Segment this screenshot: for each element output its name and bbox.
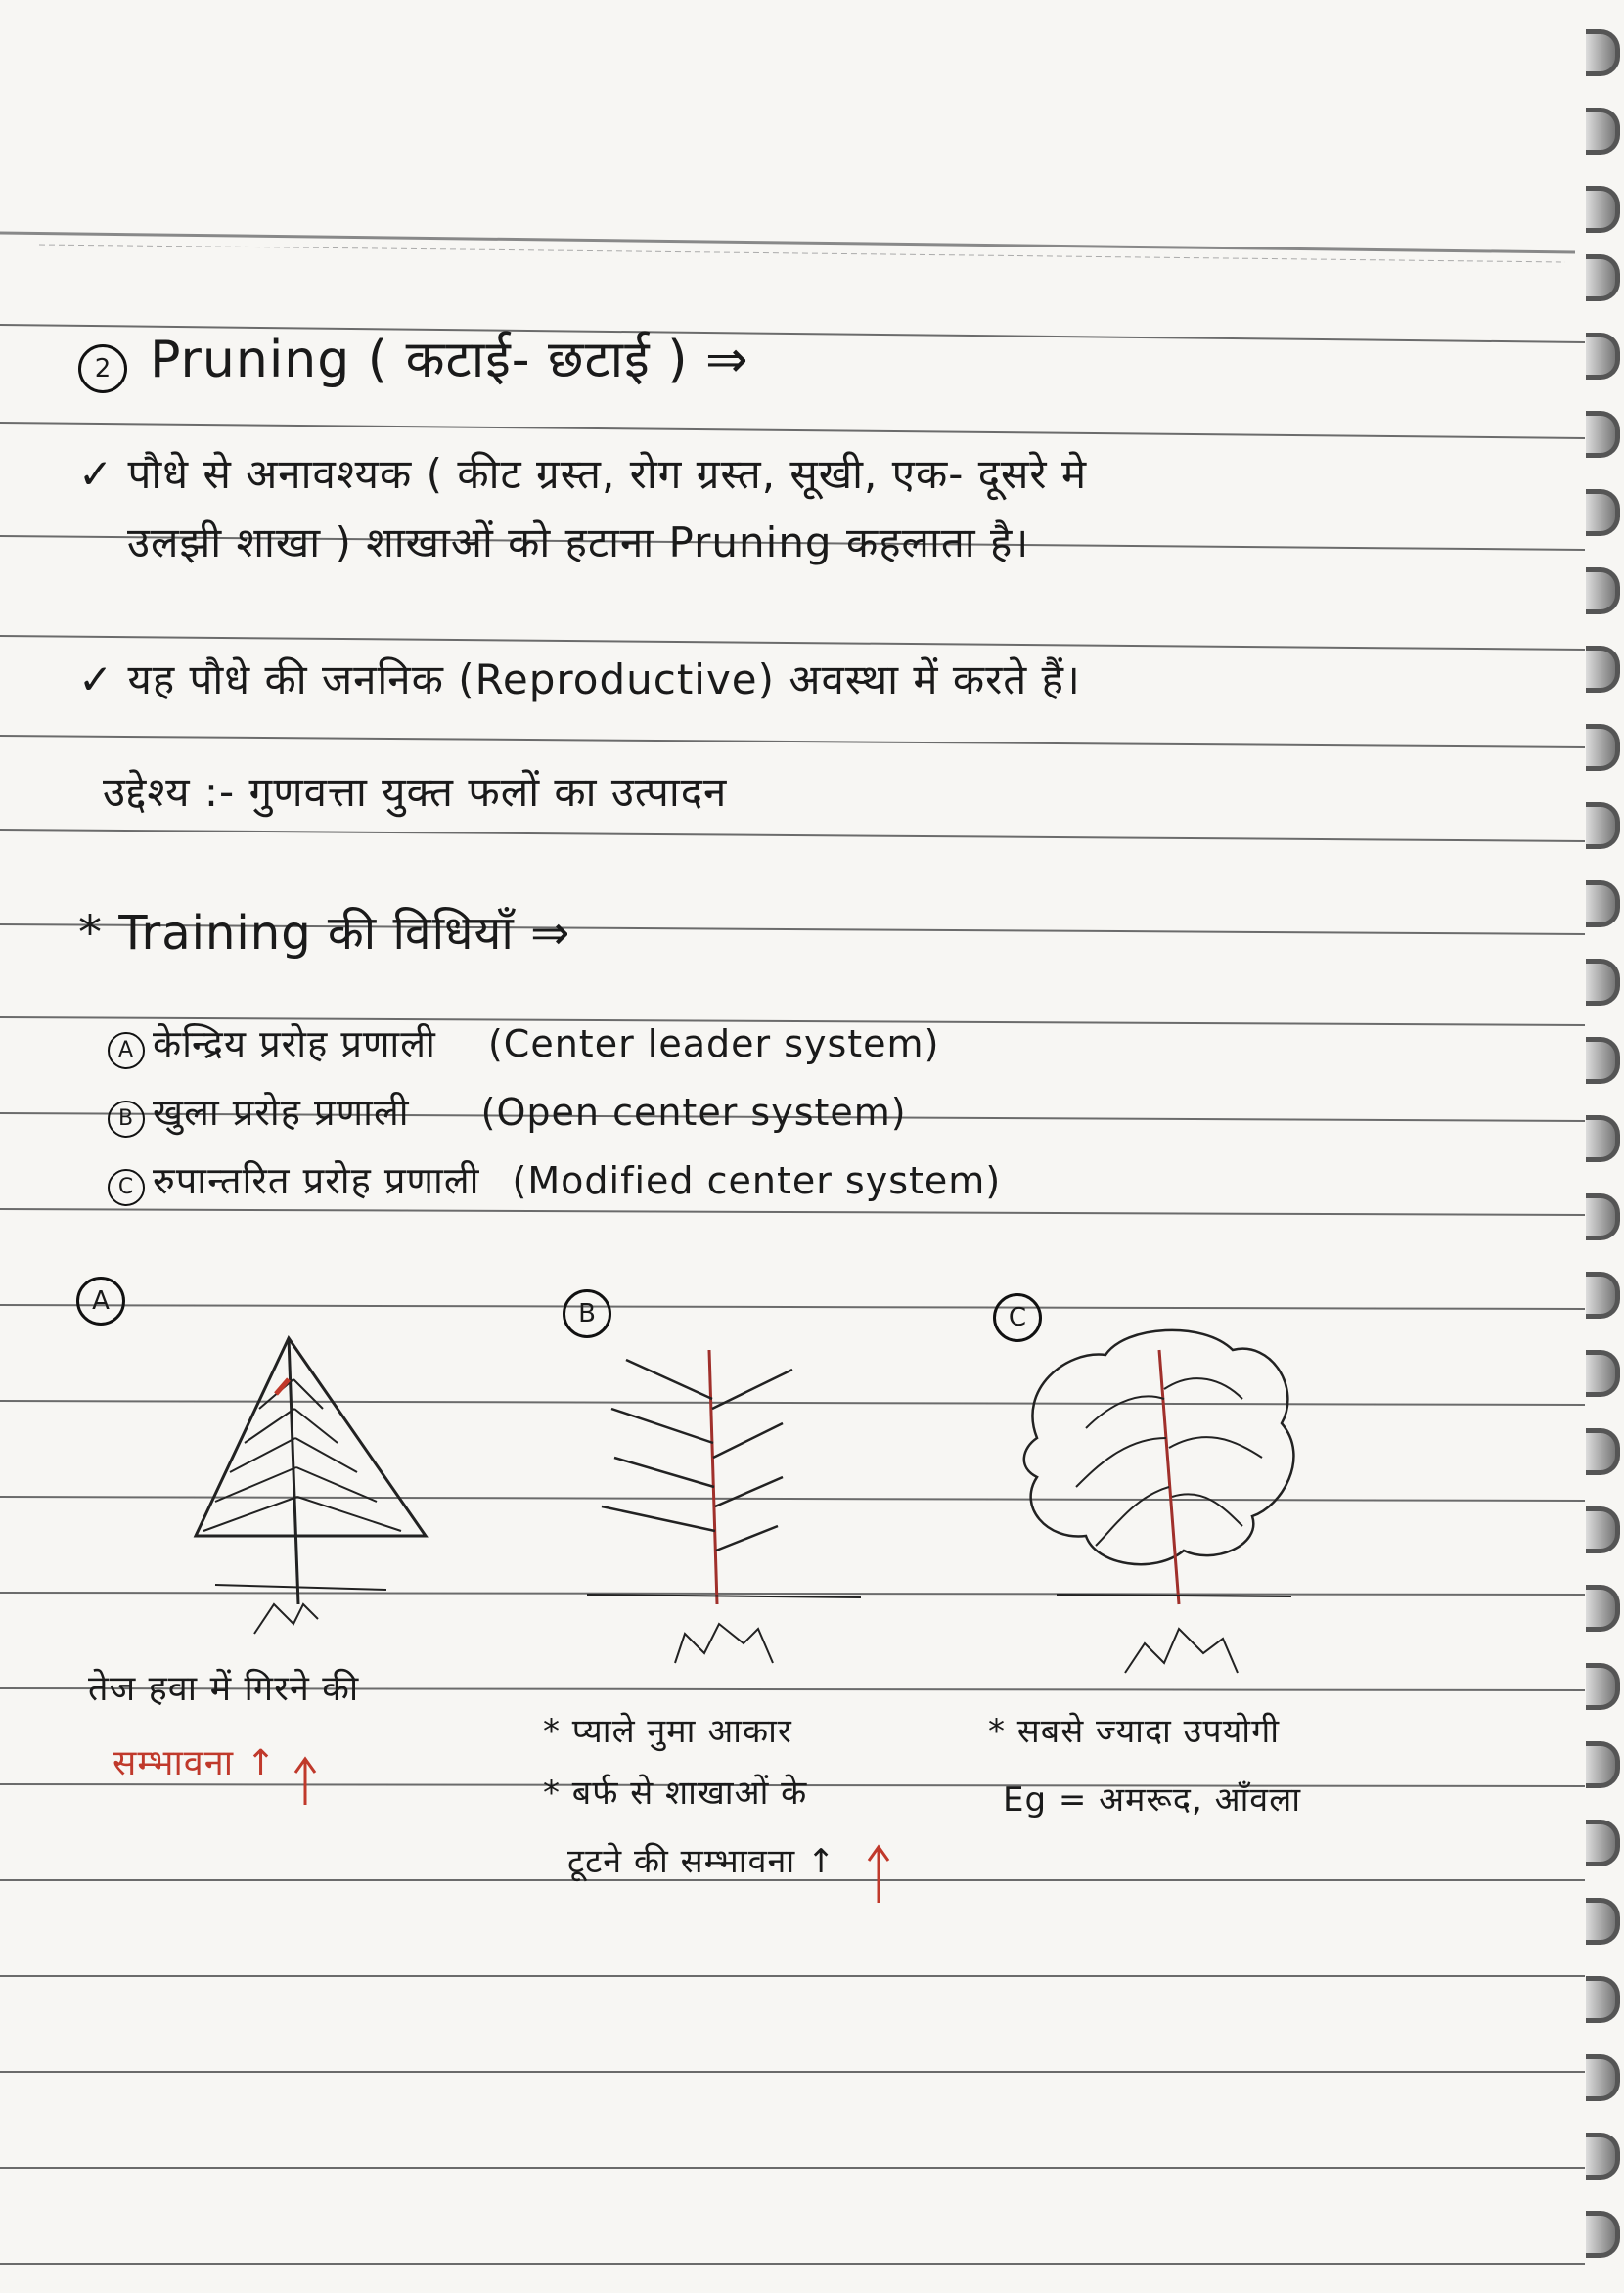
diagram-b-note-2: * बर्फ से शाखाओं के: [543, 1774, 808, 1813]
definition-line-1: ✓ पौधे से अनावश्यक ( कीट ग्रस्त, रोग ग्रस्त, सूखी, एक- दूसरे मे: [78, 450, 1088, 498]
tree-b-drawing: [587, 1350, 861, 1663]
tree-a-drawing: [196, 1338, 426, 1634]
diagram-b-letter: B: [563, 1289, 611, 1338]
stage-line: ✓ यह पौधे की जननिक (Reproductive) अवस्था में करते हैं।: [78, 655, 1081, 703]
method-b-hindi: खुला प्ररोह प्रणाली: [153, 1091, 410, 1134]
diagram-c-note-1: * सबसे ज्यादा उपयोगी: [988, 1712, 1281, 1751]
objective-line: उद्देश्य :- गुणवत्ता युक्त फलों का उत्पादन: [103, 768, 728, 816]
heading-number: 2: [78, 344, 127, 393]
diagram-a-letter: A: [76, 1277, 125, 1326]
method-a-hindi: केन्द्रिय प्ररोह प्रणाली: [153, 1022, 436, 1065]
diagram-b-note-3: टूटने की सम्भावना ↑: [567, 1842, 836, 1881]
diagram-a-note-2: सम्भावना ↑: [113, 1743, 277, 1783]
method-c-english: (Modified center system): [512, 1159, 1002, 1202]
method-a-english: (Center leader system): [487, 1022, 940, 1065]
diagram-b-note-1: * प्याले नुमा आकार: [543, 1712, 792, 1751]
method-c-letter: C: [108, 1169, 145, 1206]
heading-title: Pruning ( कटाई- छटाई ) ⇒: [150, 331, 749, 389]
method-a-letter: A: [108, 1032, 145, 1069]
diagram-c-letter: C: [993, 1293, 1042, 1342]
method-c-hindi: रुपान्तरित प्ररोह प्रणाली: [153, 1159, 480, 1202]
diagram-a-note-1: तेज हवा में गिरने की: [88, 1669, 360, 1709]
tree-c-drawing: [1024, 1330, 1294, 1673]
training-heading: * Training की विधियाँ ⇒: [78, 906, 571, 961]
method-b-letter: B: [108, 1101, 145, 1138]
diagram-c-note-2: Eg = अमरूद, आँवला: [1003, 1780, 1302, 1820]
method-b-english: (Open center system): [480, 1091, 907, 1134]
definition-line-2: उलझी शाखा ) शाखाओं को हटाना Pruning कहलाता है।: [127, 518, 1030, 566]
